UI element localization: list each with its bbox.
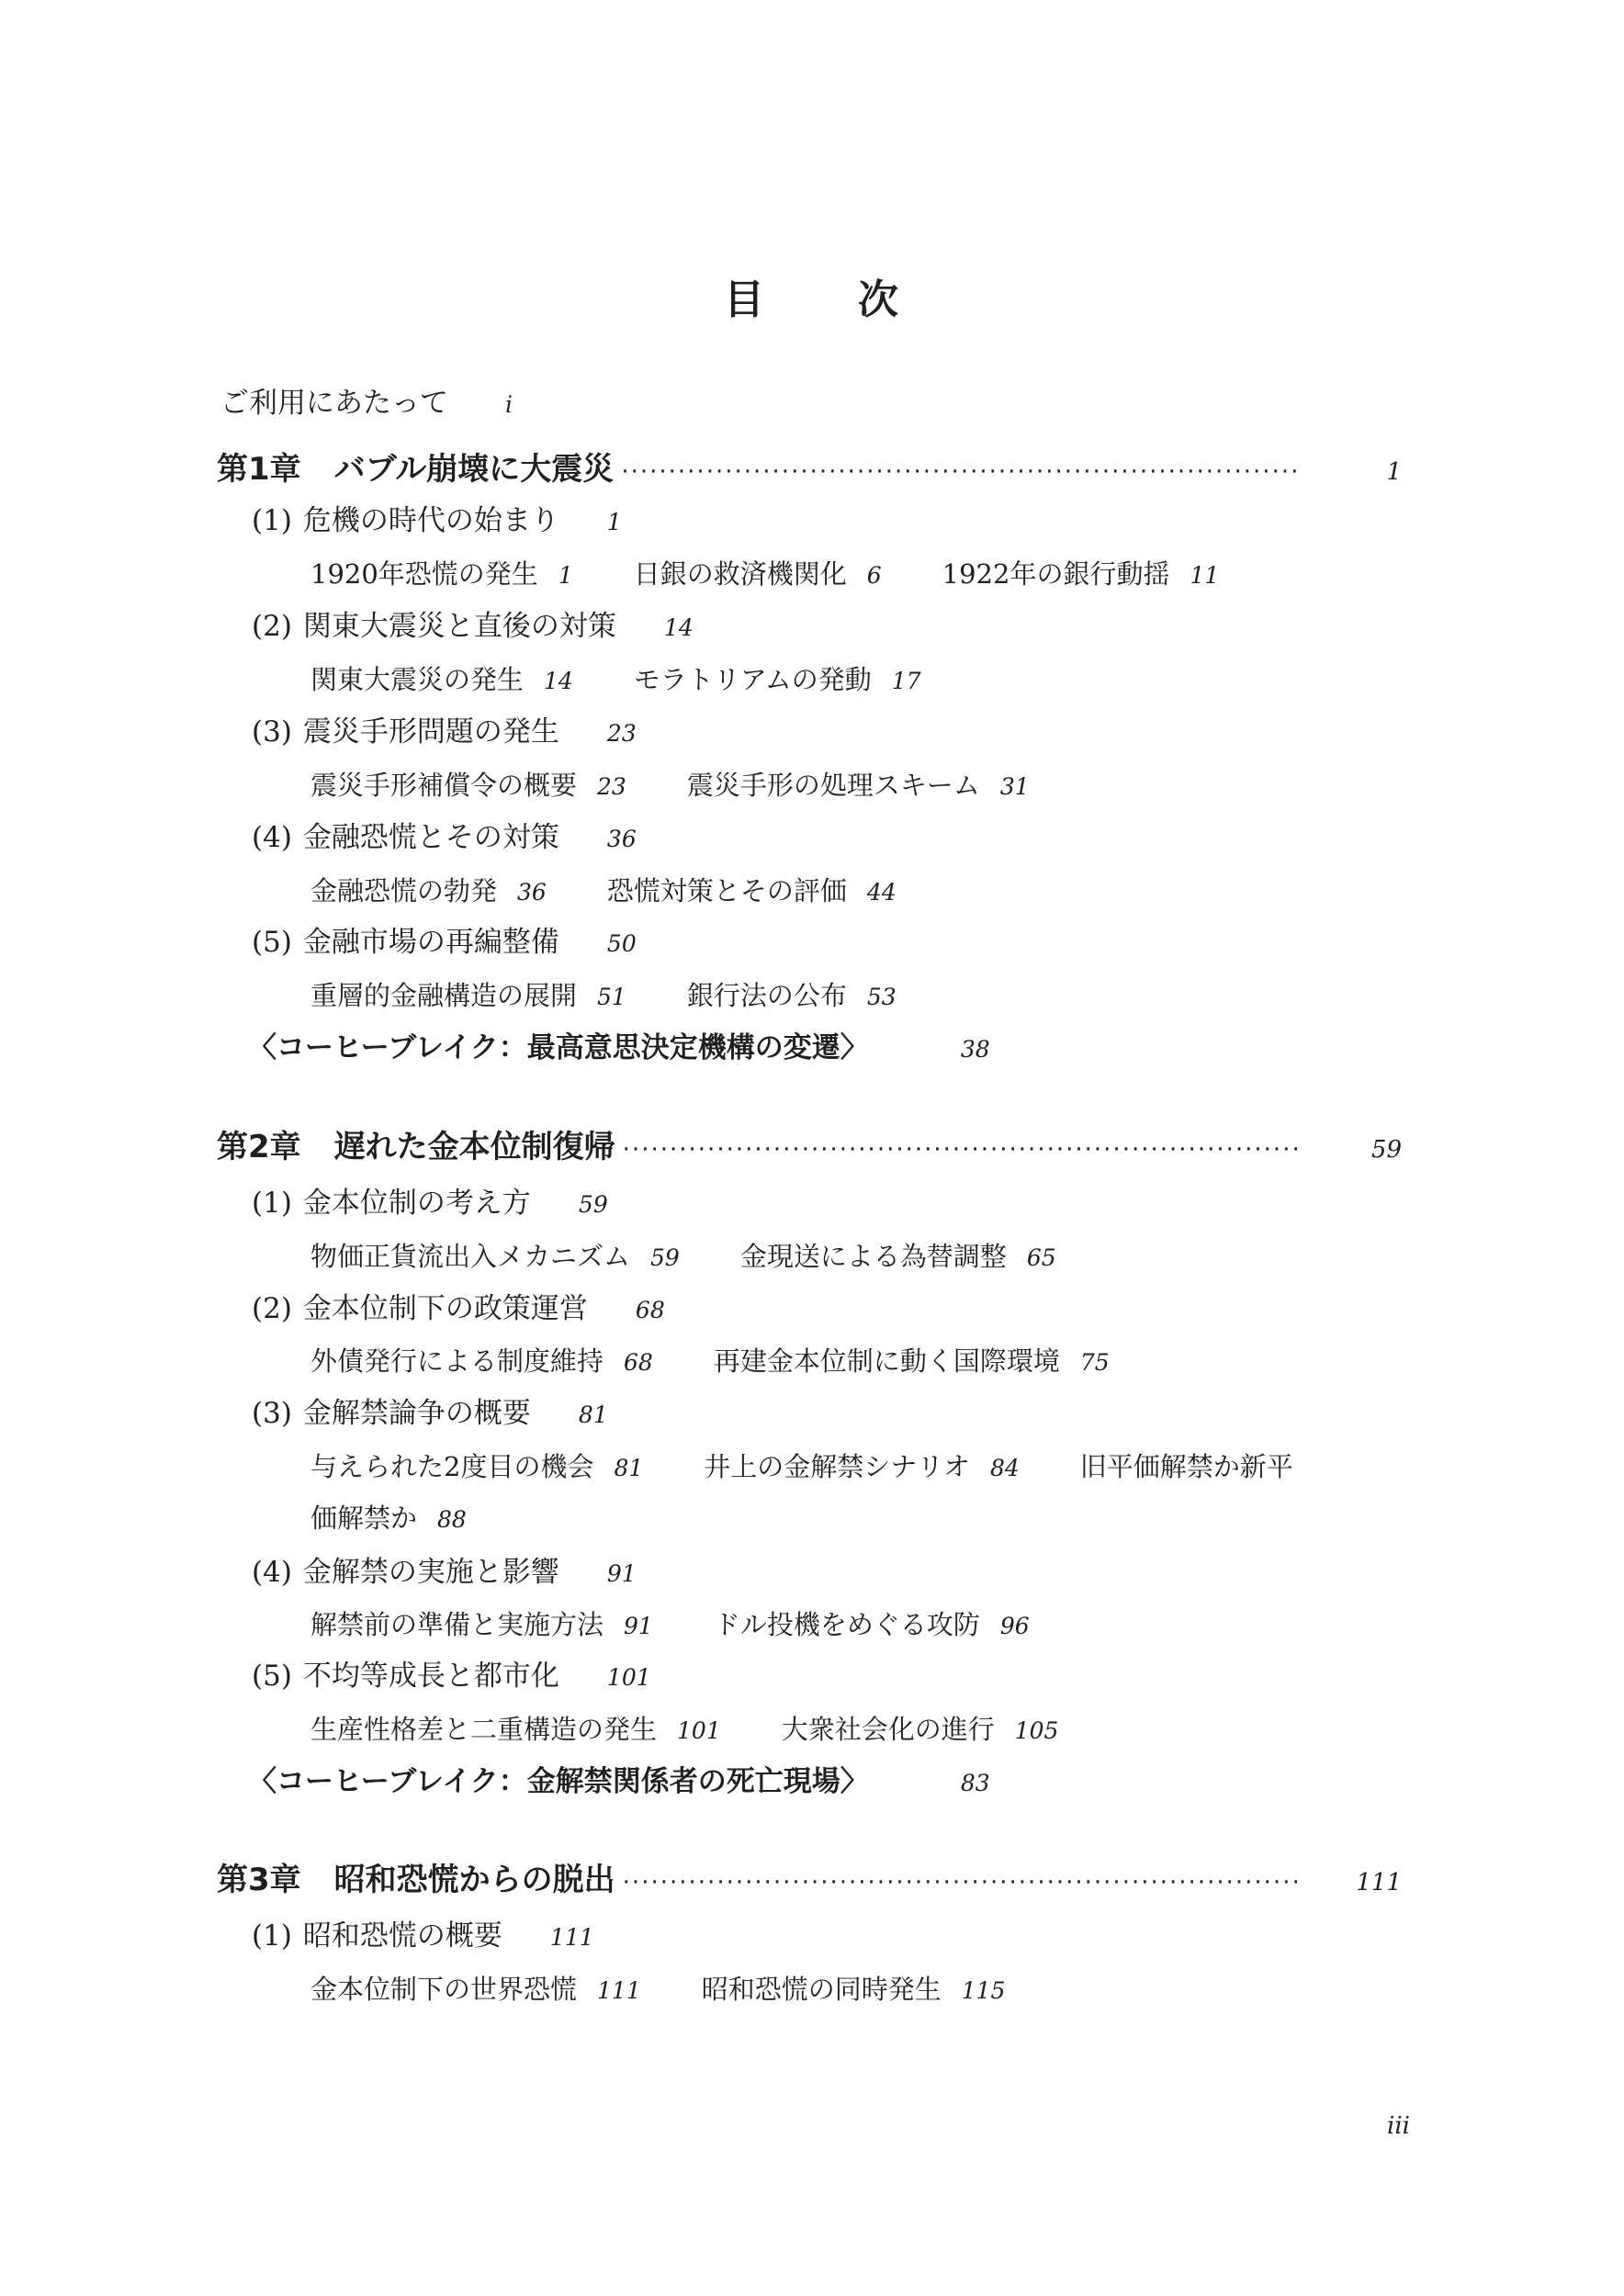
page-number: 101 — [606, 1664, 651, 1691]
subsections-3-1 — [310, 1976, 1005, 2003]
subsection-title[interactable]: 旧平価解禁か新平 — [1079, 1451, 1293, 1482]
page-number: 75 — [1079, 1349, 1110, 1376]
coffee-break-1[interactable] — [248, 1031, 990, 1064]
page-number: 96 — [999, 1613, 1030, 1639]
section-title: 関東大震災と直後の対策 — [302, 610, 616, 643]
page-number: 111 — [549, 1924, 594, 1951]
coffee-break-title: 〈コーヒーブレイク：金解禁関係者の死亡現場〉 — [248, 1765, 869, 1798]
chapter-title: バブル崩壊に大震災 — [333, 451, 615, 488]
page-number: 1 — [1386, 458, 1402, 486]
chapter-number: 第1章 — [217, 451, 301, 488]
subsections-1-4 — [310, 875, 897, 906]
section-title: 金本位制下の政策運営 — [302, 1292, 588, 1325]
page-number: 50 — [606, 930, 637, 957]
subsection-title[interactable]: 重層的金融構造の展開 — [310, 980, 578, 1011]
section-2-3[interactable] — [252, 1397, 608, 1430]
section-1-4[interactable] — [252, 821, 637, 854]
section-mark: (4) — [252, 821, 292, 854]
subsections-2-2 — [310, 1345, 1110, 1377]
subsection-title[interactable]: 外債発行による制度維持 — [310, 1345, 604, 1377]
page-folio: iii — [1387, 2112, 1410, 2140]
subsection-title[interactable]: 物価正貨流出入メカニズム — [310, 1241, 631, 1272]
section-mark: (1) — [252, 1187, 292, 1220]
section-title: 昭和恐慌の概要 — [302, 1919, 502, 1953]
subsections-2-4 — [310, 1609, 1030, 1640]
page-number: 111 — [1356, 1869, 1402, 1896]
page-number: 14 — [544, 668, 573, 694]
section-mark: (5) — [252, 1660, 292, 1693]
page-number: 101 — [677, 1717, 721, 1744]
section-mark: (1) — [252, 504, 292, 537]
subsection-title[interactable]: 再建金本位制に動く国際環境 — [713, 1345, 1060, 1377]
dot-leader: ········································································ — [622, 1138, 1302, 1162]
section-1-1[interactable] — [252, 504, 622, 537]
subsection-title[interactable]: 1922年の銀行動揺 — [942, 558, 1170, 590]
page-number: 36 — [517, 879, 547, 906]
chapter-1-heading[interactable] — [217, 451, 1402, 488]
subsection-title[interactable]: 生産性格差と二重構造の発生 — [310, 1714, 658, 1745]
page-number: 51 — [597, 984, 626, 1010]
section-title: 震災手形問題の発生 — [302, 715, 559, 748]
subsection-title: 価解禁か — [310, 1503, 418, 1534]
chapter-title: 昭和恐慌からの脱出 — [333, 1862, 615, 1898]
section-mark: (3) — [252, 1397, 292, 1430]
section-title: 危機の時代の始まり — [302, 504, 559, 537]
subsections-1-1 — [310, 558, 1220, 590]
page-number: 111 — [597, 1977, 641, 2004]
subsection-title[interactable]: 銀行法の公布 — [686, 980, 847, 1011]
page-number: 105 — [1014, 1717, 1059, 1744]
subsection-title[interactable]: 関東大震災の発生 — [310, 664, 524, 695]
section-2-1[interactable] — [252, 1189, 608, 1218]
section-title: 金解禁論争の概要 — [302, 1397, 531, 1430]
page-number: 44 — [866, 879, 897, 906]
page-number: 81 — [578, 1401, 608, 1428]
subsection-title[interactable]: 日銀の救済機関化 — [633, 558, 847, 590]
subsections-2-3 — [310, 1451, 1293, 1482]
page-number: 6 — [866, 562, 882, 589]
section-mark: (5) — [252, 926, 292, 959]
intro-label: ご利用にあたって — [220, 387, 448, 420]
section-title: 金本位制の考え方 — [302, 1187, 531, 1220]
page-number: 23 — [597, 773, 626, 800]
section-1-3[interactable] — [252, 715, 637, 748]
subsection-title[interactable]: モラトリアムの発動 — [633, 664, 872, 695]
subsection-title[interactable]: 恐慌対策とその評価 — [606, 875, 847, 906]
section-title: 金融恐慌とその対策 — [302, 821, 559, 854]
section-2-2[interactable] — [252, 1292, 665, 1325]
section-mark: (3) — [252, 715, 292, 748]
title-char-1: 目 — [724, 276, 766, 323]
page-number: 38 — [960, 1036, 990, 1063]
chapter-number: 第3章 — [217, 1862, 301, 1898]
subsection-title[interactable]: 金本位制下の世界恐慌 — [310, 1974, 578, 2005]
dot-leader: ········································································ — [621, 460, 1301, 484]
page-number: 11 — [1190, 562, 1220, 589]
section-title: 金融市場の再編整備 — [302, 926, 559, 959]
page-number: 115 — [961, 1977, 1006, 2004]
section-title: 金解禁の実施と影響 — [302, 1556, 559, 1589]
subsection-title[interactable]: 昭和恐慌の同時発生 — [701, 1974, 942, 2005]
page-number: 36 — [606, 826, 637, 852]
subsection-continuation[interactable] — [310, 1505, 467, 1532]
section-1-2[interactable] — [252, 610, 694, 643]
page-number: 31 — [999, 773, 1030, 800]
subsection-title[interactable]: 1920年恐慌の発生 — [310, 558, 538, 590]
chapter-title: 遅れた金本位制復帰 — [333, 1129, 615, 1165]
page-number: 1 — [558, 562, 573, 589]
section-1-5[interactable] — [252, 926, 637, 959]
page-number: 91 — [624, 1613, 653, 1639]
subsection-title[interactable]: 解禁前の準備と実施方法 — [310, 1609, 604, 1640]
page-number: 59 — [650, 1244, 680, 1271]
subsections-1-5 — [310, 980, 897, 1011]
page-number: 68 — [635, 1297, 665, 1323]
page-number: 17 — [891, 668, 921, 694]
subsection-title[interactable]: 与えられた2度目の機会 — [310, 1451, 594, 1482]
toc-intro[interactable] — [220, 389, 513, 418]
page-number: 53 — [866, 984, 897, 1010]
chapter-number: 第2章 — [217, 1129, 301, 1165]
subsection-title[interactable]: 震災手形補償令の概要 — [310, 770, 578, 801]
section-mark: (4) — [252, 1556, 292, 1589]
chapter-2-heading[interactable] — [217, 1131, 1402, 1163]
subsection-title[interactable]: ドル投機をめぐる攻防 — [713, 1609, 980, 1640]
page-number: 88 — [437, 1506, 467, 1533]
title-char-2: 次 — [858, 276, 900, 323]
subsection-title[interactable]: 大衆社会化の進行 — [781, 1714, 995, 1745]
section-3-1[interactable] — [252, 1919, 594, 1953]
chapter-3-heading[interactable] — [217, 1864, 1402, 1896]
subsection-title[interactable]: 井上の金解禁シナリオ — [704, 1451, 970, 1482]
coffee-break-title: 〈コーヒーブレイク：最高意思決定機構の変遷〉 — [248, 1031, 869, 1064]
page-number: 59 — [578, 1191, 608, 1218]
dot-leader: ········································································ — [622, 1871, 1302, 1895]
section-2-4[interactable] — [252, 1556, 637, 1589]
page-number: 65 — [1026, 1244, 1056, 1271]
page-number: 84 — [989, 1455, 1020, 1481]
page-number: 91 — [606, 1560, 637, 1587]
page-number: 68 — [624, 1349, 653, 1376]
page-number: 23 — [606, 720, 637, 747]
section-mark: (1) — [252, 1919, 292, 1953]
coffee-break-2[interactable] — [248, 1765, 990, 1798]
section-mark: (2) — [252, 610, 292, 643]
subsections-2-1 — [310, 1241, 1056, 1272]
section-2-5[interactable] — [252, 1662, 651, 1691]
subsections-1-3 — [310, 772, 1030, 799]
page-number: i — [505, 391, 513, 418]
page-number: 83 — [960, 1770, 990, 1796]
section-mark: (2) — [252, 1292, 292, 1325]
page-number: 59 — [1370, 1136, 1402, 1164]
page-number: 81 — [614, 1455, 644, 1481]
page-number: 14 — [663, 614, 694, 641]
subsections-2-5 — [310, 1716, 1058, 1743]
page-number: 1 — [606, 509, 622, 535]
subsections-1-2 — [310, 664, 921, 695]
subsection-title[interactable]: 震災手形の処理スキーム — [686, 770, 980, 801]
subsection-title[interactable]: 金現送による為替調整 — [739, 1241, 1007, 1272]
page-title — [0, 266, 1624, 325]
subsection-title[interactable]: 金融恐慌の勃発 — [310, 875, 498, 906]
section-title: 不均等成長と都市化 — [302, 1660, 559, 1693]
